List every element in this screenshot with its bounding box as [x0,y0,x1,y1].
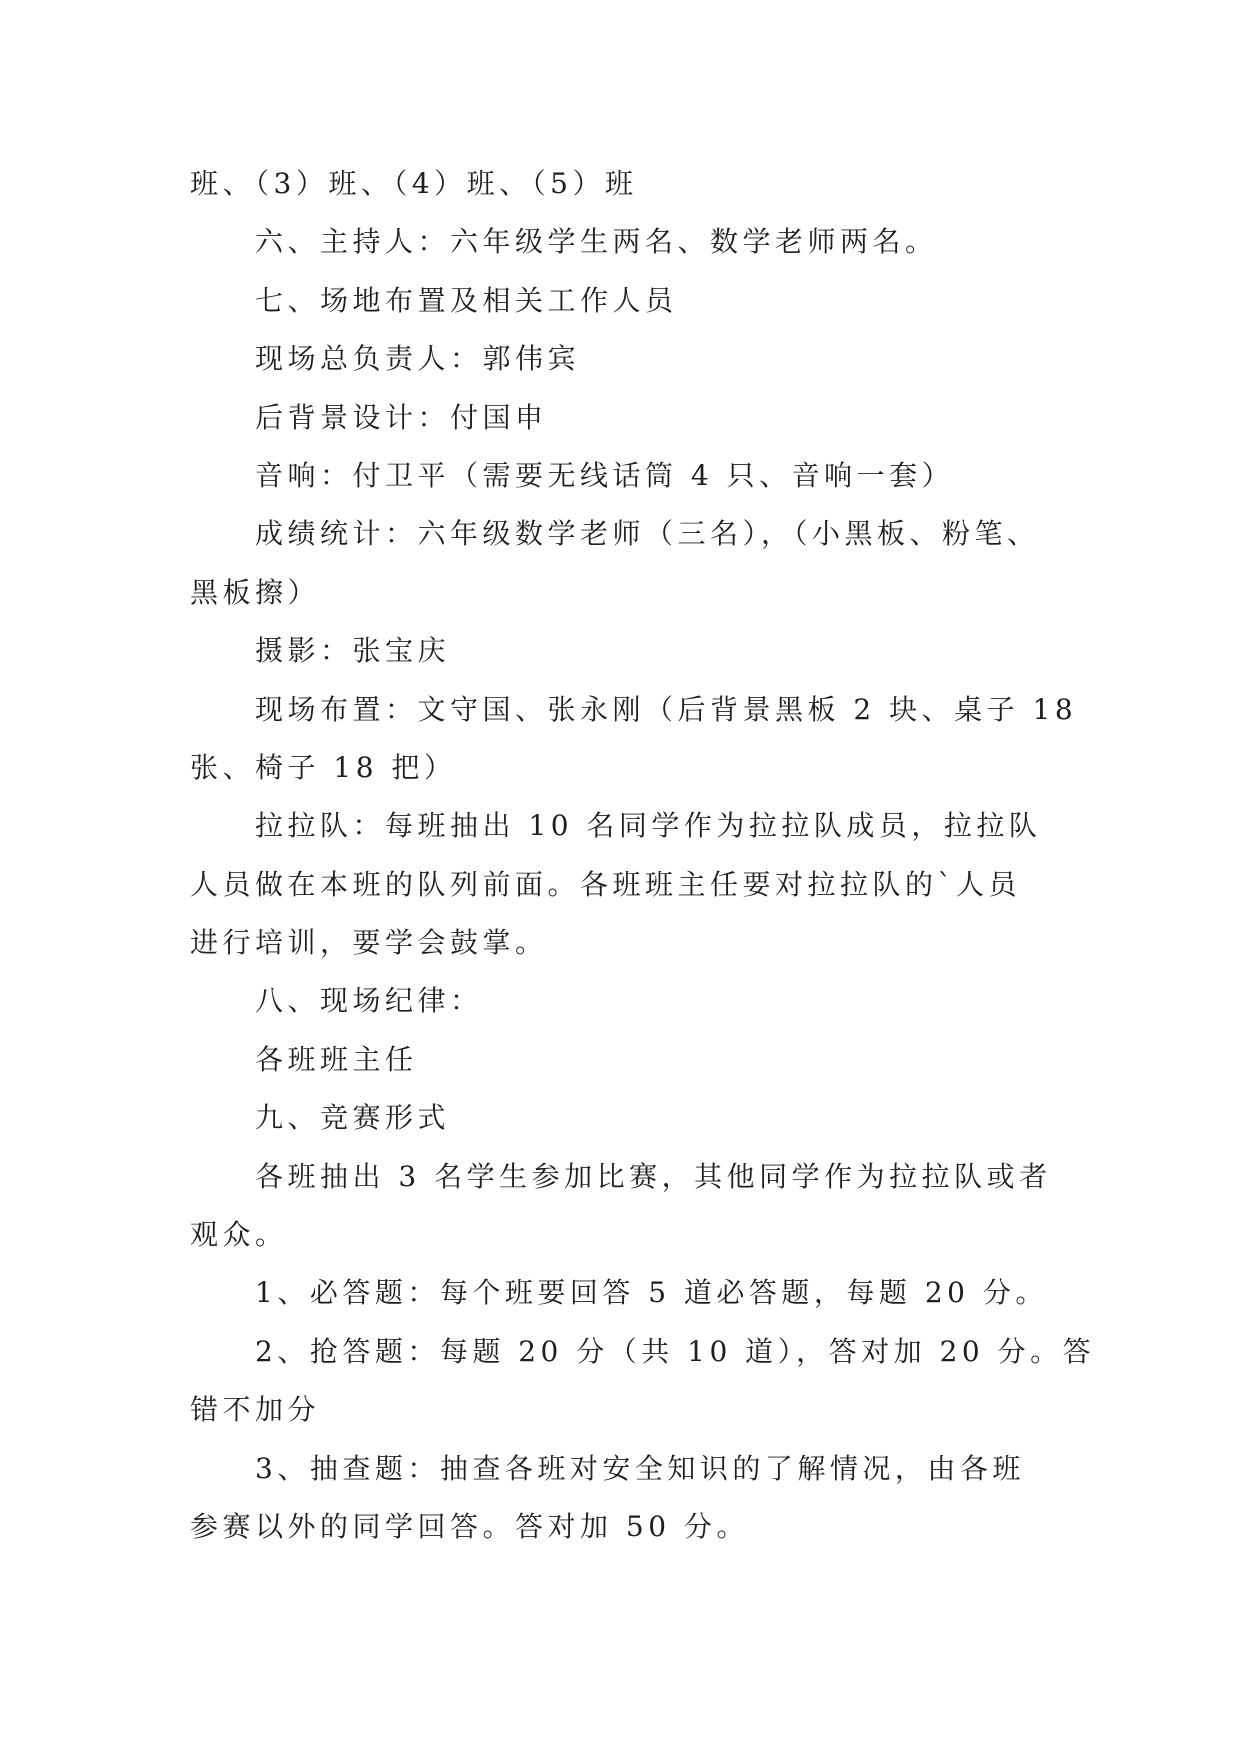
text-line: 现场布置：文守国、张永刚（后背景黑板 2 块、桌子 18 [255,692,1078,726]
text-line: 各班班主任 [255,1042,418,1076]
text-line: 人员做在本班的队列前面。各班班主任要对拉拉队的`人员 [190,867,1022,901]
text-line: 音响：付卫平（需要无线话筒 4 只、音响一套） [255,458,955,492]
text-line: 成绩统计：六年级数学老师（三名），（小黑板、粉笔、 [255,517,1040,551]
list-item: 1、必答题：每个班要回答 5 道必答题，每题 20 分。 [255,1276,1048,1310]
section-heading-format: 九、竞赛形式 [255,1101,451,1135]
text-line: 进行培训，要学会鼓掌。 [190,926,548,960]
list-item: 3、抽查题：抽查各班对安全知识的了解情况，由各班 [255,1451,1025,1485]
text-line: 各班抽出 3 名学生参加比赛，其他同学作为拉拉队或者 [255,1159,1052,1193]
text-line: 参赛以外的同学回答。答对加 50 分。 [190,1509,749,1543]
text-line: 错不加分 [190,1393,321,1427]
text-line: 班、（3）班、（4）班、（5）班 [190,167,638,200]
text-line: 后背景设计：付国申 [255,400,548,434]
text-line: 观众。 [190,1218,288,1252]
text-line: 摄影：张宝庆 [255,634,451,668]
text-line: 拉拉队：每班抽出 10 名同学作为拉拉队成员，拉拉队 [255,809,1042,843]
text-line: 黑板擦） [190,575,321,609]
text-line: 现场总负责人：郭伟宾 [255,342,581,376]
list-item: 2、抢答题：每题 20 分（共 10 道），答对加 20 分。答 [255,1334,1096,1368]
section-heading-venue: 七、场地布置及相关工作人员 [255,283,678,317]
text-line: 张、椅子 18 把） [190,750,457,784]
document-body [190,155,1096,1556]
section-heading-host: 六、主持人：六年级学生两名、数学老师两名。 [255,225,938,259]
section-heading-discipline: 八、现场纪律： [255,984,483,1018]
